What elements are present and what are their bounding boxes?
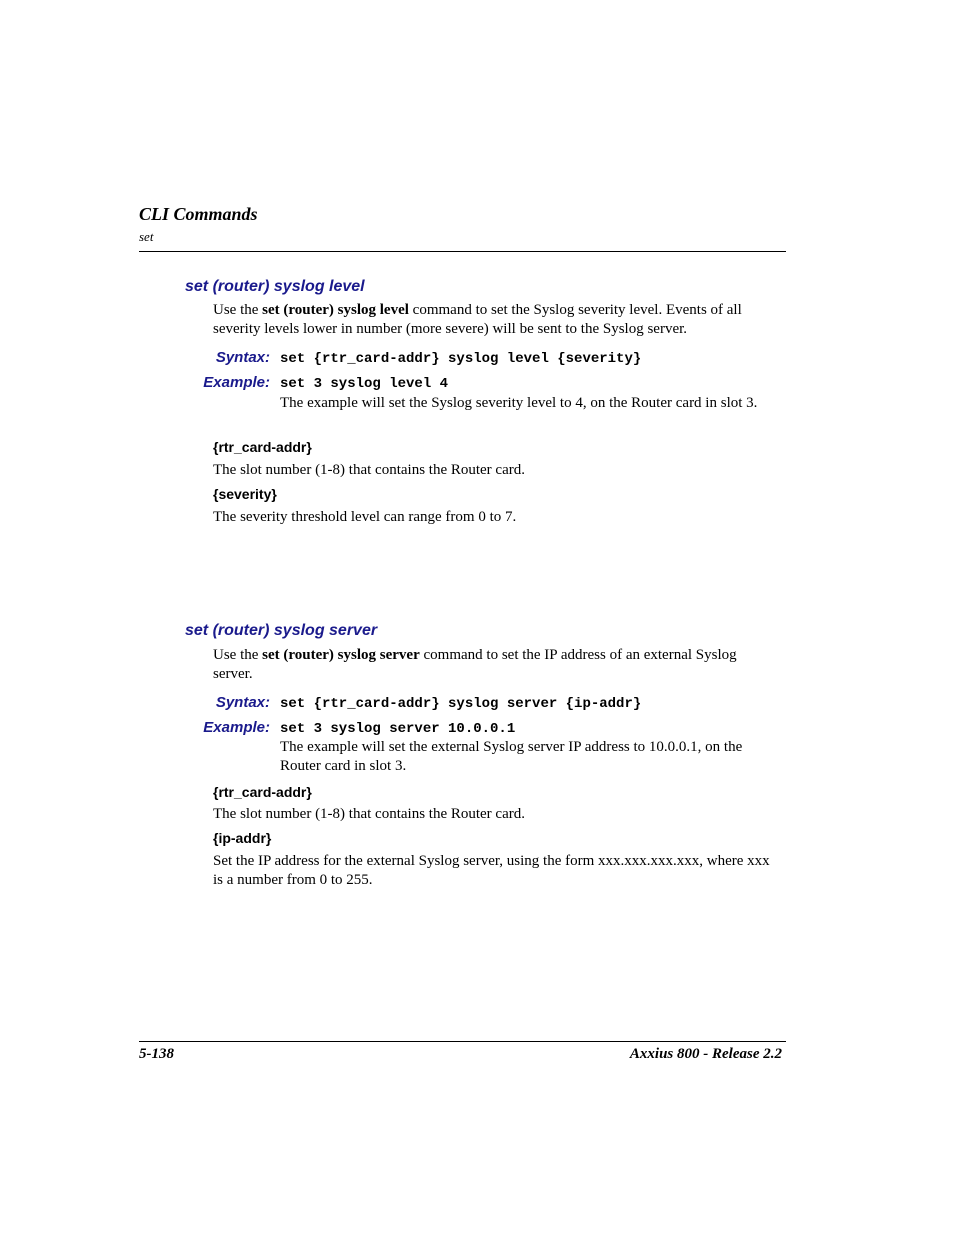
- command-name: set (router) syslog level: [262, 302, 409, 318]
- syntax-code: set {rtr_card-addr} syslog level {severity}: [280, 351, 642, 367]
- section-intro-syslog-server: Use the set (router) syslog server command to set the IP address of an external Syslog server.: [213, 647, 737, 682]
- param-description: The slot number (1-8) that contains the Router card.: [213, 462, 525, 478]
- product-release: Axxius 800 - Release 2.2: [629, 1046, 782, 1062]
- example-code: set 3 syslog level 4: [280, 376, 449, 392]
- example-code: set 3 syslog server 10.0.0.1: [280, 721, 516, 737]
- section-heading-syslog-server: set (router) syslog server: [185, 622, 378, 639]
- param-name: {severity}: [213, 486, 277, 502]
- footer-rule: [139, 1041, 786, 1042]
- syntax-label: Syntax:: [215, 349, 270, 366]
- example-label: Example:: [203, 374, 270, 391]
- example-label: Example:: [203, 719, 270, 736]
- example-description: The example will set the external Syslog server IP address to 10.0.0.1, on the Router card in slot 3.: [280, 739, 743, 774]
- param-description: Set the IP address for the external Syslog server, using the form xxx.xxx.xxx.xxx, where xxx is a number from 0 to 255.: [213, 853, 770, 888]
- chapter-subtitle: set: [139, 229, 154, 244]
- command-name: set (router) syslog server: [262, 647, 420, 663]
- example-description: The example will set the Syslog severity level to 4, on the Router card in slot 3.: [280, 395, 758, 411]
- header-rule: [139, 251, 786, 252]
- page-number: 5-138: [139, 1046, 174, 1062]
- chapter-title: CLI Commands: [139, 204, 258, 224]
- param-name: {ip-addr}: [213, 830, 272, 846]
- param-description: The slot number (1-8) that contains the Router card.: [213, 806, 525, 822]
- section-heading-syslog-level: set (router) syslog level: [185, 278, 365, 295]
- param-name: {rtr_card-addr}: [213, 784, 312, 800]
- section-intro-syslog-level: Use the set (router) syslog level command to set the Syslog severity level. Events of all severity levels lower in number (more severe) will be sent to the Syslog server.: [213, 302, 742, 337]
- syntax-code: set {rtr_card-addr} syslog server {ip-addr}: [280, 696, 642, 712]
- syntax-label: Syntax:: [215, 694, 270, 711]
- param-name: {rtr_card-addr}: [213, 439, 312, 455]
- param-description: The severity threshold level can range from 0 to 7.: [213, 509, 517, 525]
